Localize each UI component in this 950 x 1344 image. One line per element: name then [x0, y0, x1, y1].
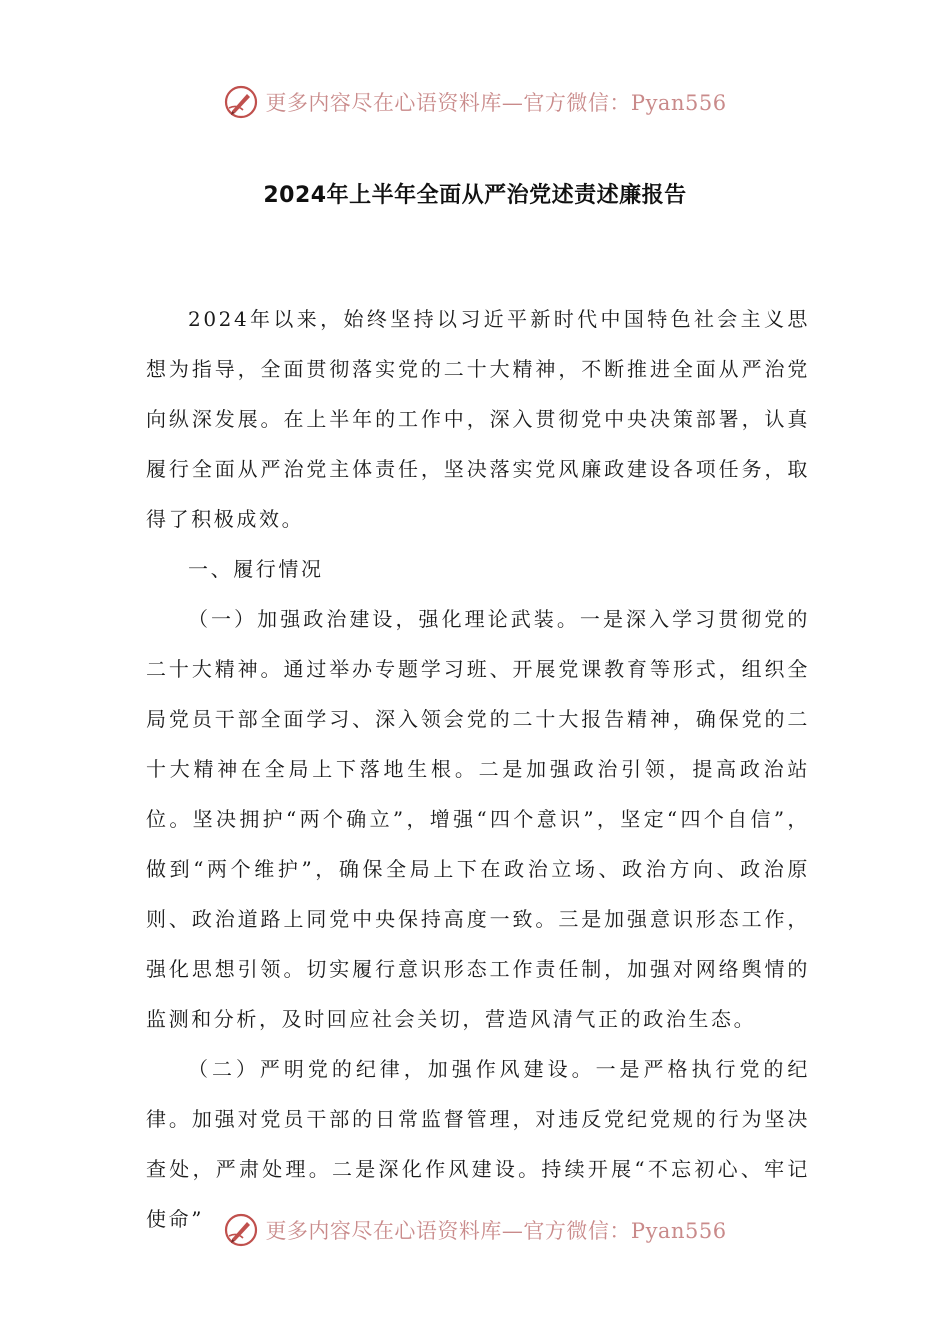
document-title: 2024年上半年全面从严治党述责述廉报告 — [263, 183, 687, 208]
watermark-banner-bottom — [0, 1208, 950, 1252]
watermark-text: 更多内容尽在心语资料库—官方微信：Pyan556 — [265, 1219, 727, 1243]
subsection-2-paragraph: （二）严明党的纪律，加强作风建设。一是严格执行党的纪律。加强对党员干部的日常监督管理，对违反党纪党规的行为坚决查处，严肃处理。二是深化作风建设。持续开展“不忘初心、牢记使命” — [146, 1057, 810, 1231]
pen-logo-icon — [223, 1212, 259, 1248]
section-heading: 一、履行情况 — [188, 557, 324, 581]
watermark-text: 更多内容尽在心语资料库—官方微信：Pyan556 — [265, 91, 727, 115]
subsection-1-paragraph: （一）加强政治建设，强化理论武装。一是深入学习贯彻党的二十大精神。通过举办专题学习班、开展党课教育等形式，组织全局党员干部全面学习、深入领会党的二十大报告精神，确保党的二十大精神在全局上下落地生根。二是加强政治引领，提高政治站位。坚决拥护“两个确立”，增强“四个意识”，坚定“四个自信”，做到“两个维护”，确保全局上下在政治立场、政治方向、政治原则、政治道路上同党中央保持高度一致。三是加强意识形态工作，强化思想引领。切实履行意识形态工作责任制，加强对网络舆情的监测和分析，及时回应社会关切，营造风清气正的政治生态。 — [146, 607, 810, 1031]
document-body — [146, 294, 810, 1244]
intro-paragraph: 2024年以来，始终坚持以习近平新时代中国特色社会主义思想为指导，全面贯彻落实党的二十大精神，不断推进全面从严治党向纵深发展。在上半年的工作中，深入贯彻党中央决策部署，认真履行全面从严治党主体责任，坚决落实党风廉政建设各项任务，取得了积极成效。 — [146, 307, 810, 531]
watermark-banner-top — [0, 80, 950, 124]
pen-logo-icon — [223, 84, 259, 120]
